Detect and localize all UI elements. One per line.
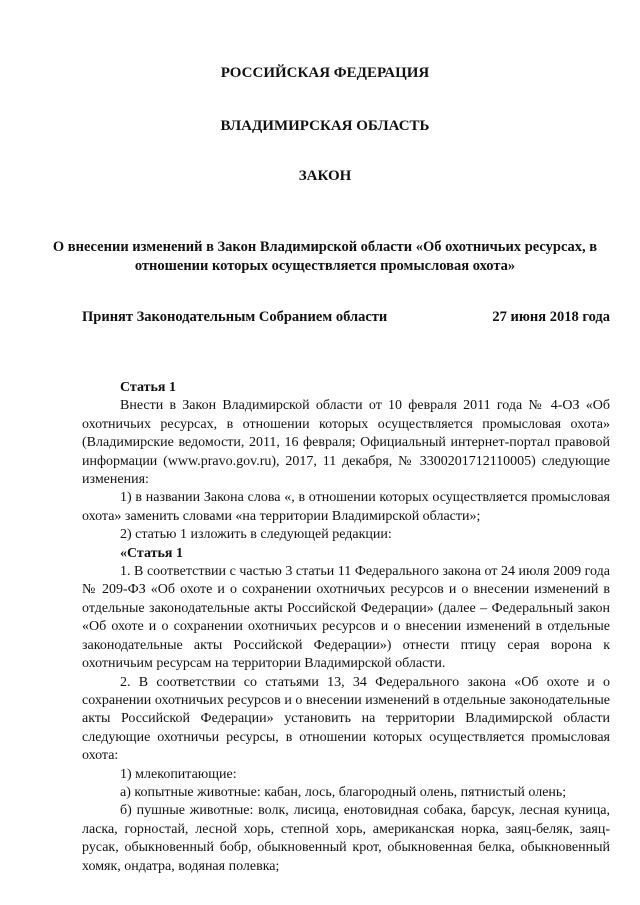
region-heading: ВЛАДИМИРСКАЯ ОБЛАСТЬ: [220, 118, 430, 134]
document-type-heading: ЗАКОН: [298, 168, 352, 184]
paragraph: б) пушные животные: волк, лисица, енотовидная собака, барсук, лесная куница, ласка, горностай, лесной хорь, степной хорь, американская норка, заяц-беляк, заяц-русак, обыкновенный бобр, обыкновенный крот, обыкновенная белка, обыкновенный хомяк, ондатра, водяная полевка;: [82, 803, 610, 874]
adoption-date: 27 июня 2018 года: [492, 309, 610, 325]
adopted-by-text: Принят Законодательным Собранием области: [82, 309, 388, 325]
quoted-article-heading: «Статья 1: [120, 545, 183, 561]
adoption-line: [82, 309, 610, 326]
law-body: [82, 379, 610, 876]
country-heading: РОССИЙСКАЯ ФЕДЕРАЦИЯ: [220, 65, 430, 81]
paragraph: а) копытные животные: кабан, лось, благородный олень, пятнистый олень;: [120, 784, 567, 800]
paragraph: 1) млекопитающие:: [120, 766, 237, 782]
paragraph: Внести в Закон Владимирской области от 10 февраля 2011 года № 4-ОЗ «Об охотничьих ресурсах, в отношении которых осуществляется промысловая охота» (Владимирские ведомости, 2011, 16 февраля; Официальный интернет-портал правовой информации (www.pravo.gov.ru), 2017, 11 декабря, № 3300201712110005) следующие изменения:: [82, 398, 610, 488]
paragraph: 2. В соответствии со статьями 13, 34 Федерального закона «Об охоте и о сохранении охотничьих ресурсов и о внесении изменений в отдельные законодательные акты Российской Федерации» установить на территории Владимирской области следующие охотничьи ресурсы, в отношении которых осуществляется промысловая охота:: [82, 674, 610, 764]
law-subject-title: О внесении изменений в Закон Владимирской области «Об охотничьих ресурсах, в отношении которых осуществляется промысловая охота»: [52, 239, 598, 274]
paragraph: 2) статью 1 изложить в следующей редакции:: [120, 527, 392, 543]
article-heading: Статья 1: [120, 380, 176, 395]
paragraph: 1. В соответствии с частью 3 статьи 11 Федерального закона от 24 июля 2009 года № 209-ФЗ «Об охоте и о сохранении охотничьих ресурсов и о внесении изменений в отдельные законодательные акты Российской Федерации» (далее – Федеральный закон «Об охоте и о сохранении охотничьих ресурсов и о внесении изменений в отдельные законодательные акты Российской Федерации») отнести птицу серая ворона к охотничьим ресурсам на территории Владимирской области.: [82, 564, 610, 672]
paragraph: 1) в названии Закона слова «, в отношении которых осуществляется промысловая охота» заменить словами «на территории Владимирской области»;: [82, 490, 610, 524]
